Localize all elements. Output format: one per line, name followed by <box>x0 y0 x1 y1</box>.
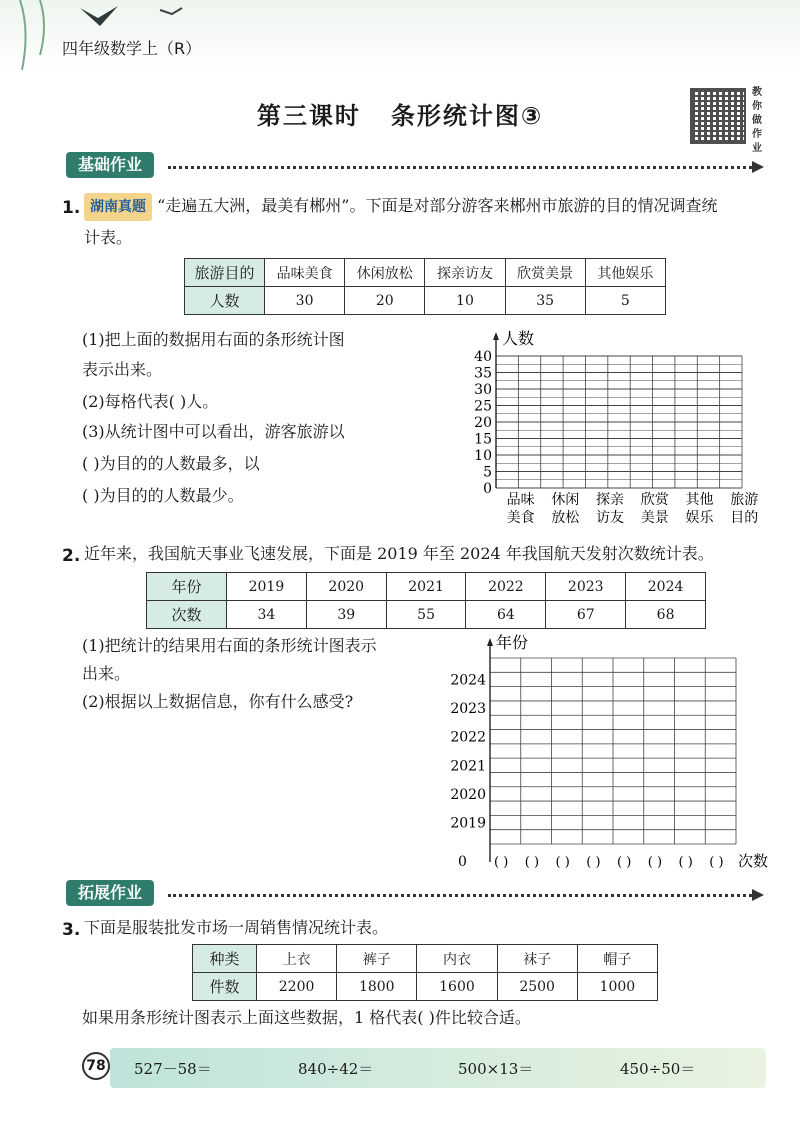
table-cell: 2023 <box>546 573 626 601</box>
x-blank-label: ( ) <box>617 855 632 870</box>
table-cell: 67 <box>546 601 626 629</box>
table-cell: 2500 <box>497 973 577 1001</box>
book-header-label: 四年级数学上（R） <box>62 39 202 58</box>
arrow-right-icon <box>752 161 764 173</box>
table-cell: 品味美食 <box>265 259 345 287</box>
table-cell: 35 <box>505 287 585 315</box>
section-divider <box>168 166 752 169</box>
y-tick-label: 0 <box>483 481 492 497</box>
y-tick-label: 5 <box>483 464 492 481</box>
question-1-text <box>84 192 784 221</box>
x-blank-label: ( ) <box>494 855 509 870</box>
table-cell: 10 <box>425 287 505 315</box>
willow-swallow-illustration <box>0 0 200 70</box>
x-blank-label: ( ) <box>586 855 601 870</box>
qr-code[interactable] <box>690 88 746 144</box>
section-extend-tag: 拓展作业 <box>66 880 154 906</box>
table-cell: 欣赏美景 <box>505 259 585 287</box>
section-basic-tag: 基础作业 <box>66 152 154 178</box>
page-number: 78 <box>82 1052 110 1080</box>
x-blank-label: ( ) <box>555 855 570 870</box>
q1-sub1-line2: 表示出来。 <box>82 360 163 379</box>
lesson-topic: 条形统计图③ <box>390 102 544 130</box>
q2-sub2: (2)根据以上数据信息，你有什么感受? <box>82 692 354 711</box>
y-tick-label: 35 <box>474 365 492 382</box>
mental-calc-1: 527－58＝ <box>134 1060 212 1078</box>
table-cell: 2200 <box>257 973 337 1001</box>
y-axis-arrow <box>487 638 493 646</box>
question-3-number: 3. <box>62 920 81 940</box>
q1-sub1-line1: (1)把上面的数据用右面的条形统计图 <box>82 330 345 349</box>
table-cell: 1000 <box>577 973 657 1001</box>
table-cell: 袜子 <box>497 945 577 973</box>
x-category-label: 品味 <box>506 492 535 508</box>
x-blank-label: ( ) <box>709 855 724 870</box>
y-tick-label: 2021 <box>450 758 486 775</box>
y-axis-label: 年份 <box>496 633 529 652</box>
question-1-line2: 计表。 <box>84 228 133 247</box>
qr-caption: 教你做作业 <box>752 87 762 154</box>
x-category-label: 美食 <box>506 510 535 526</box>
table-cell: 2024 <box>626 573 706 601</box>
table-cell: 上衣 <box>257 945 337 973</box>
mental-calc-3: 500×13＝ <box>458 1060 534 1078</box>
table-cell: 2021 <box>386 573 466 601</box>
table-cell: 内衣 <box>417 945 497 973</box>
q2-data-table <box>146 572 706 629</box>
page-title <box>0 96 800 131</box>
y-tick-label: 15 <box>474 431 492 448</box>
table-cell: 30 <box>265 287 345 315</box>
q1-sub2: (2)每格代表( )人。 <box>82 392 219 411</box>
table-cell: 2020 <box>306 573 386 601</box>
table-row-header: 年份 <box>147 573 227 601</box>
q2-sub1-line1: (1)把统计的结果用右面的条形统计图表示 <box>82 636 377 655</box>
x-category-label: 休闲 <box>551 492 580 508</box>
x-category-label: 其他 <box>685 492 714 508</box>
table-cell: 20 <box>345 287 425 315</box>
lesson-number: 第三课时 <box>256 102 361 130</box>
question-3-text: 下面是服装批发市场一周销售情况统计表。 <box>84 918 389 937</box>
q1-sub3-line1: (3)从统计图中可以看出，游客旅游以 <box>82 422 345 441</box>
q1-data-table <box>184 258 666 315</box>
y-tick-label: 30 <box>474 382 492 398</box>
q1-sub3-line3: ( )为目的的人数最少。 <box>82 486 244 505</box>
table-row-header: 件数 <box>193 973 257 1001</box>
x-category-label: 目的 <box>730 510 759 526</box>
table-cell: 裤子 <box>337 945 417 973</box>
chart-1-empty-grid <box>460 326 790 526</box>
x-zero-label: 0 <box>458 854 467 870</box>
table-row-header: 种类 <box>193 945 257 973</box>
table-cell: 休闲放松 <box>345 259 425 287</box>
table-row-header: 旅游目的 <box>185 259 265 287</box>
x-category-label: 放松 <box>551 510 580 526</box>
y-tick-label: 2023 <box>450 701 486 718</box>
y-tick-label: 25 <box>474 398 492 415</box>
question-1-line1: “走遍五大洲，最美有郴州”。下面是对部分游客来郴州市旅游的目的情况调查统 <box>157 196 718 215</box>
mental-calc-2: 840÷42＝ <box>298 1060 374 1078</box>
table-cell: 55 <box>386 601 466 629</box>
table-row-header: 人数 <box>185 287 265 315</box>
x-blank-label: ( ) <box>647 855 663 870</box>
y-axis-label: 人数 <box>502 329 535 348</box>
question-3-blank: 如果用条形统计图表示上面这些数据，1 格代表( )件比较合适。 <box>82 1008 531 1027</box>
table-cell: 帽子 <box>577 945 657 973</box>
x-axis-label: 次数 <box>738 852 769 870</box>
x-category-label: 欣赏 <box>640 492 669 508</box>
table-cell: 39 <box>306 601 386 629</box>
table-cell: 1600 <box>417 973 497 1001</box>
y-axis-arrow <box>493 332 499 340</box>
table-cell: 其他娱乐 <box>585 259 665 287</box>
y-tick-label: 20 <box>474 415 492 431</box>
y-tick-label: 2024 <box>450 672 486 689</box>
question-1-number: 1. <box>62 198 81 218</box>
y-tick-label: 2022 <box>450 729 486 746</box>
x-category-label: 探亲 <box>596 492 625 508</box>
q1-sub3-line2: ( )为目的的人数最多，以 <box>82 454 260 473</box>
table-cell: 64 <box>466 601 546 629</box>
x-category-label: 访友 <box>596 510 625 526</box>
chart-2-empty-grid <box>440 632 770 876</box>
q2-sub1-line2: 出来。 <box>82 664 131 683</box>
x-blank-label: ( ) <box>678 855 693 870</box>
mental-calc-4: 450÷50＝ <box>620 1060 696 1078</box>
section-divider <box>168 894 752 897</box>
table-cell: 2019 <box>227 573 307 601</box>
y-tick-label: 2019 <box>450 815 486 832</box>
x-blank-label: ( ) <box>524 855 540 870</box>
table-cell: 2022 <box>466 573 546 601</box>
y-tick-label: 2020 <box>450 786 486 803</box>
q3-data-table <box>192 944 658 1001</box>
x-category-label: 娱乐 <box>685 510 714 526</box>
arrow-right-icon <box>752 889 764 901</box>
table-cell: 68 <box>626 601 706 629</box>
table-cell: 34 <box>227 601 307 629</box>
question-2-text: 近年来，我国航天事业飞速发展，下面是 2019 年至 2024 年我国航天发射次数统计表。 <box>84 544 714 563</box>
x-category-label: 美景 <box>640 510 669 526</box>
source-badge: 湖南真题 <box>84 193 152 221</box>
table-row-header: 次数 <box>147 601 227 629</box>
y-tick-label: 40 <box>474 349 492 365</box>
table-cell: 5 <box>585 287 665 315</box>
y-tick-label: 10 <box>474 448 492 464</box>
table-cell: 探亲访友 <box>425 259 505 287</box>
question-2-number: 2. <box>62 546 81 566</box>
x-category-label: 旅游 <box>730 492 759 508</box>
table-cell: 1800 <box>337 973 417 1001</box>
